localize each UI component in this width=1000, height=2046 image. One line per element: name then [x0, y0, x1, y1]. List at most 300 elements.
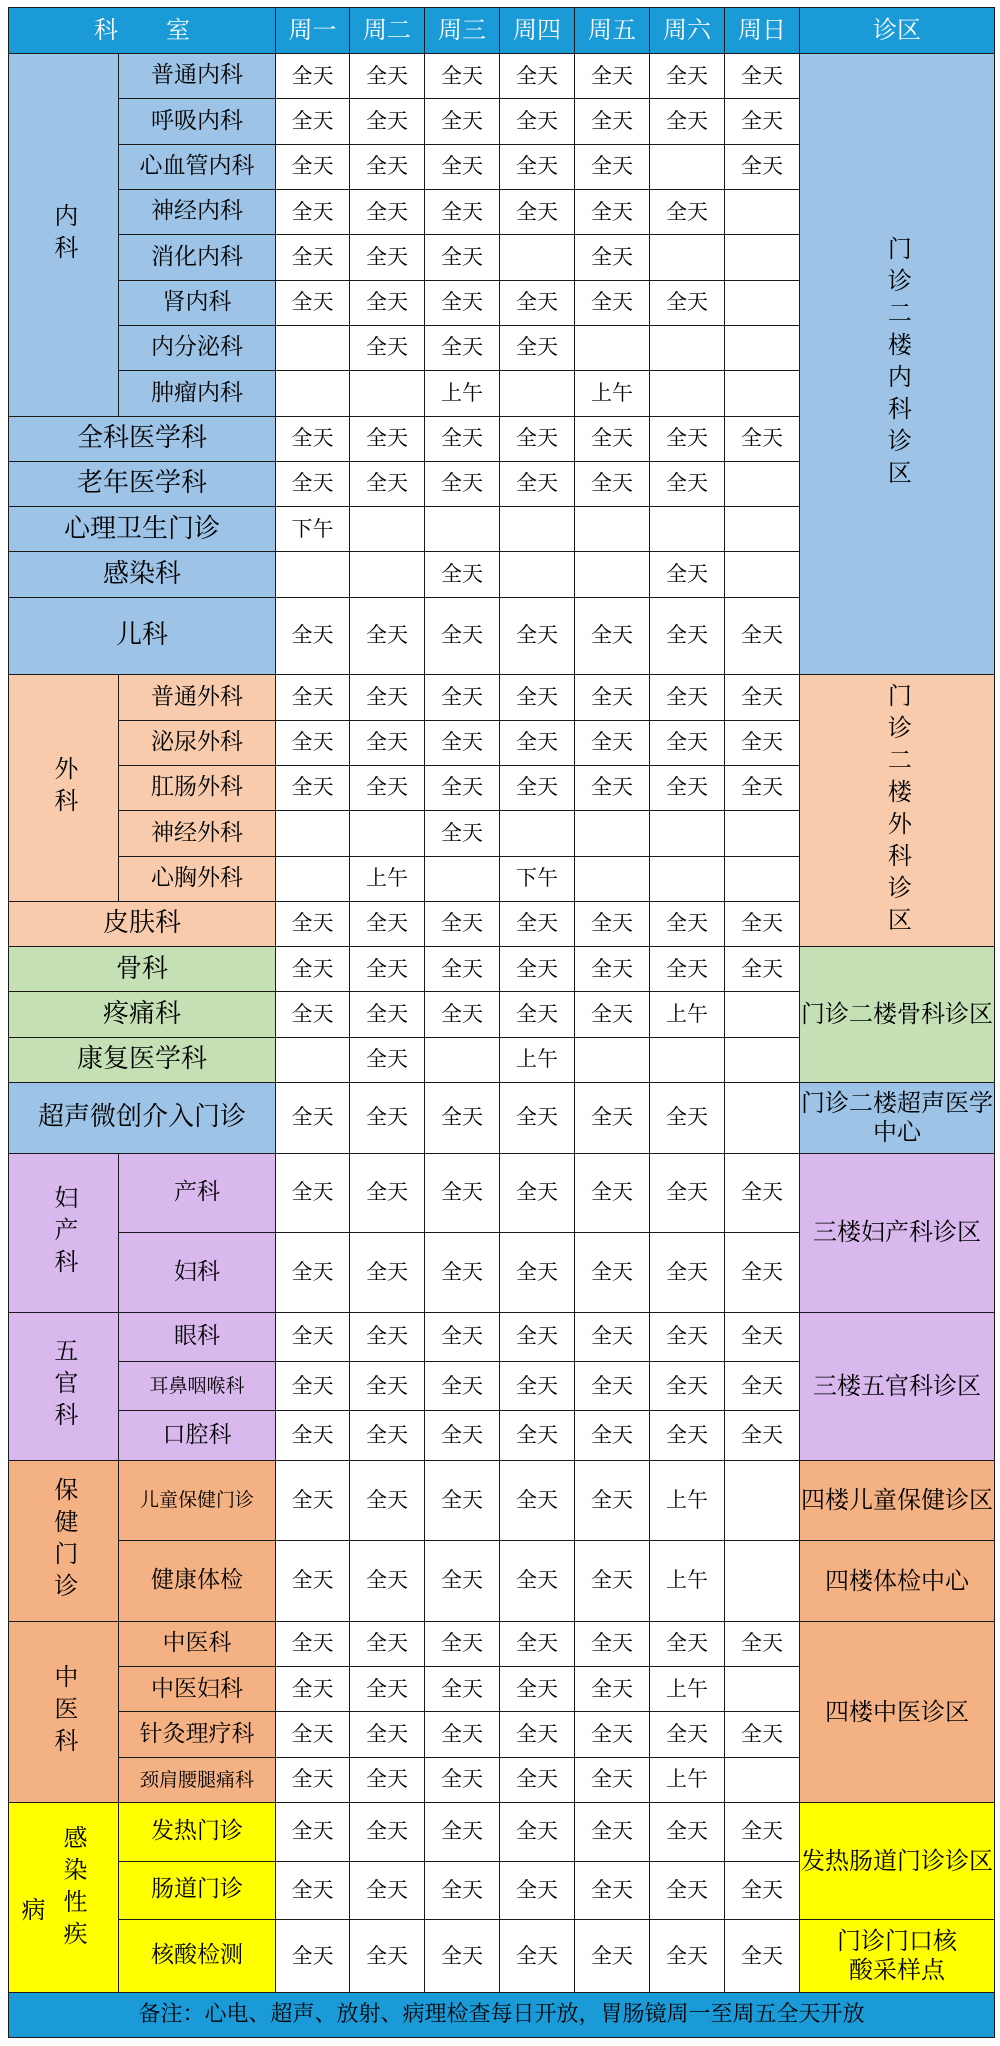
schedule-cell: 全天	[276, 99, 350, 144]
schedule-cell: 全天	[575, 1757, 650, 1802]
subdept-label: 中医科	[119, 1621, 276, 1666]
schedule-cell: 全天	[575, 1919, 650, 1993]
schedule-cell	[575, 552, 650, 597]
schedule-cell	[425, 1037, 500, 1082]
dept-label: 老年医学科	[9, 461, 276, 506]
header-day: 周四	[500, 8, 575, 54]
schedule-cell: 全天	[350, 1712, 425, 1757]
schedule-row	[9, 1621, 995, 1666]
subdept-label: 肛肠外科	[119, 765, 276, 810]
schedule-cell	[725, 1460, 800, 1541]
schedule-cell: 全天	[425, 1233, 500, 1313]
schedule-row	[9, 1803, 995, 1861]
schedule-cell: 全天	[425, 1362, 500, 1411]
schedule-cell: 全天	[575, 947, 650, 992]
schedule-cell: 全天	[500, 1312, 575, 1361]
schedule-cell: 全天	[575, 992, 650, 1037]
schedule-cell: 全天	[725, 1411, 800, 1460]
schedule-cell: 全天	[276, 235, 350, 280]
schedule-cell: 全天	[425, 54, 500, 99]
schedule-cell: 全天	[575, 1362, 650, 1411]
schedule-cell	[725, 856, 800, 901]
subdept-label: 眼科	[119, 1312, 276, 1361]
schedule-cell: 全天	[350, 1411, 425, 1460]
schedule-cell: 全天	[425, 1083, 500, 1153]
schedule-cell: 全天	[276, 1757, 350, 1802]
header-day: 周一	[276, 8, 350, 54]
schedule-cell: 全天	[276, 54, 350, 99]
schedule-cell: 全天	[650, 1621, 725, 1666]
schedule-cell: 全天	[276, 189, 350, 234]
schedule-cell: 全天	[276, 1861, 350, 1919]
schedule-cell: 全天	[276, 1541, 350, 1622]
schedule-cell: 下午	[500, 856, 575, 901]
schedule-cell: 全天	[725, 1919, 800, 1993]
schedule-cell: 全天	[425, 1312, 500, 1361]
dept-label: 康复医学科	[9, 1037, 276, 1082]
schedule-cell: 全天	[350, 1037, 425, 1082]
schedule-cell: 全天	[575, 1861, 650, 1919]
schedule-cell: 上午	[575, 371, 650, 416]
schedule-cell: 全天	[575, 235, 650, 280]
schedule-cell: 全天	[276, 1083, 350, 1153]
schedule-cell: 上午	[425, 371, 500, 416]
schedule-cell	[725, 992, 800, 1037]
schedule-cell: 全天	[350, 416, 425, 461]
schedule-cell: 全天	[575, 144, 650, 189]
schedule-cell: 全天	[725, 901, 800, 946]
schedule-cell: 全天	[725, 1233, 800, 1313]
schedule-cell: 全天	[650, 720, 725, 765]
schedule-cell: 全天	[276, 675, 350, 720]
schedule-cell	[725, 811, 800, 856]
schedule-cell	[350, 371, 425, 416]
schedule-cell: 全天	[350, 1757, 425, 1802]
schedule-cell: 全天	[350, 99, 425, 144]
schedule-cell: 全天	[425, 992, 500, 1037]
schedule-cell: 全天	[276, 1362, 350, 1411]
zone-surgery: 门诊二楼外科诊区	[800, 675, 995, 947]
schedule-cell: 全天	[425, 144, 500, 189]
schedule-cell: 全天	[276, 1460, 350, 1541]
schedule-cell: 全天	[725, 765, 800, 810]
schedule-cell	[650, 235, 725, 280]
schedule-cell	[350, 811, 425, 856]
schedule-cell	[725, 1757, 800, 1802]
schedule-cell: 全天	[425, 461, 500, 506]
schedule-cell	[350, 507, 425, 552]
schedule-cell: 全天	[500, 1362, 575, 1411]
schedule-cell: 全天	[575, 1312, 650, 1361]
schedule-cell: 全天	[725, 675, 800, 720]
schedule-cell: 全天	[276, 1667, 350, 1712]
schedule-cell: 全天	[425, 1757, 500, 1802]
schedule-cell: 全天	[500, 1153, 575, 1233]
schedule-cell	[725, 552, 800, 597]
schedule-cell: 全天	[500, 144, 575, 189]
footer-note: 备注：心电、超声、放射、病理检查每日开放，胃肠镜周一至周五全天开放	[9, 1993, 995, 2038]
schedule-cell: 全天	[650, 675, 725, 720]
schedule-cell	[725, 280, 800, 325]
schedule-cell	[276, 811, 350, 856]
schedule-cell: 全天	[425, 901, 500, 946]
schedule-cell: 全天	[425, 1541, 500, 1622]
schedule-cell: 全天	[350, 280, 425, 325]
schedule-cell: 全天	[500, 720, 575, 765]
schedule-cell	[575, 856, 650, 901]
schedule-cell: 全天	[425, 235, 500, 280]
schedule-cell: 全天	[500, 189, 575, 234]
schedule-cell: 全天	[276, 1919, 350, 1993]
subdept-label: 消化内科	[119, 235, 276, 280]
schedule-cell	[500, 507, 575, 552]
subdept-label: 心血管内科	[119, 144, 276, 189]
schedule-cell: 全天	[425, 675, 500, 720]
schedule-cell	[575, 811, 650, 856]
schedule-cell	[575, 507, 650, 552]
schedule-cell: 上午	[650, 992, 725, 1037]
schedule-cell: 全天	[500, 1411, 575, 1460]
schedule-cell: 下午	[276, 507, 350, 552]
schedule-cell: 全天	[425, 99, 500, 144]
schedule-cell: 全天	[725, 416, 800, 461]
schedule-cell: 全天	[575, 901, 650, 946]
schedule-cell: 上午	[500, 1037, 575, 1082]
schedule-cell: 全天	[350, 947, 425, 992]
schedule-cell: 全天	[650, 54, 725, 99]
schedule-cell: 全天	[575, 1803, 650, 1861]
schedule-cell: 全天	[500, 675, 575, 720]
schedule-cell: 全天	[575, 597, 650, 675]
schedule-cell: 全天	[350, 1803, 425, 1861]
schedule-cell: 全天	[350, 675, 425, 720]
subdept-label: 心胸外科	[119, 856, 276, 901]
schedule-cell: 全天	[425, 1667, 500, 1712]
schedule-cell: 全天	[350, 461, 425, 506]
schedule-cell: 全天	[276, 416, 350, 461]
schedule-cell: 全天	[276, 1153, 350, 1233]
schedule-cell: 全天	[500, 1621, 575, 1666]
schedule-row	[9, 1153, 995, 1233]
schedule-cell: 全天	[276, 1621, 350, 1666]
schedule-cell: 全天	[725, 1362, 800, 1411]
subdept-label: 耳鼻咽喉科	[119, 1362, 276, 1411]
schedule-cell: 全天	[725, 99, 800, 144]
schedule-cell: 全天	[575, 1083, 650, 1153]
schedule-cell: 全天	[650, 99, 725, 144]
dept-label: 皮肤科	[9, 901, 276, 946]
schedule-cell: 全天	[650, 1712, 725, 1757]
subdept-label: 泌尿外科	[119, 720, 276, 765]
schedule-cell: 全天	[500, 947, 575, 992]
schedule-cell: 全天	[575, 720, 650, 765]
schedule-row	[9, 947, 995, 992]
schedule-cell: 全天	[276, 901, 350, 946]
schedule-cell: 全天	[650, 947, 725, 992]
zone-internal-medicine: 门诊二楼内科诊区	[800, 54, 995, 675]
dept-label: 感染科	[9, 552, 276, 597]
schedule-cell: 全天	[350, 235, 425, 280]
schedule-cell: 全天	[575, 99, 650, 144]
schedule-cell	[500, 811, 575, 856]
group-infectious-label-right: 感染性疾	[59, 1825, 87, 1954]
schedule-cell: 全天	[650, 552, 725, 597]
schedule-cell: 全天	[575, 1667, 650, 1712]
schedule-cell: 全天	[500, 1667, 575, 1712]
schedule-cell: 全天	[650, 461, 725, 506]
schedule-cell: 全天	[575, 1621, 650, 1666]
schedule-cell: 全天	[276, 1803, 350, 1861]
schedule-cell: 全天	[725, 1803, 800, 1861]
schedule-cell: 全天	[425, 189, 500, 234]
schedule-cell: 全天	[650, 1861, 725, 1919]
schedule-cell: 全天	[575, 1541, 650, 1622]
schedule-cell: 上午	[650, 1541, 725, 1622]
subdept-label: 普通内科	[119, 54, 276, 99]
zone-obgyn: 三楼妇产科诊区	[800, 1153, 995, 1312]
header-day: 周五	[575, 8, 650, 54]
schedule-cell	[650, 811, 725, 856]
schedule-cell: 全天	[725, 1153, 800, 1233]
group-infectious-label-left: 病	[17, 1897, 45, 1930]
schedule-cell: 全天	[425, 1803, 500, 1861]
subdept-label: 内分泌科	[119, 325, 276, 370]
schedule-cell: 全天	[725, 54, 800, 99]
schedule-cell: 全天	[650, 1083, 725, 1153]
schedule-cell: 全天	[650, 1803, 725, 1861]
schedule-cell: 全天	[650, 1411, 725, 1460]
schedule-cell	[425, 507, 500, 552]
schedule-cell: 全天	[425, 325, 500, 370]
schedule-row	[9, 1460, 995, 1541]
zone-ent: 三楼五官科诊区	[800, 1312, 995, 1460]
subdept-label: 健康体检	[119, 1541, 276, 1622]
zone-nucleic-acid: 门诊门口核酸采样点	[800, 1919, 995, 1993]
schedule-cell: 全天	[500, 1541, 575, 1622]
schedule-cell: 全天	[276, 720, 350, 765]
schedule-cell: 全天	[500, 1757, 575, 1802]
subdept-label: 呼吸内科	[119, 99, 276, 144]
schedule-cell: 全天	[725, 144, 800, 189]
dept-label: 超声微创介入门诊	[9, 1083, 276, 1153]
schedule-cell: 全天	[350, 1541, 425, 1622]
subdept-label: 颈肩腰腿痛科	[119, 1757, 276, 1802]
zone-ultrasound: 门诊二楼超声医学中心	[800, 1083, 995, 1153]
header-day: 周二	[350, 8, 425, 54]
group-internal-medicine: 内科	[9, 54, 119, 417]
schedule-cell: 全天	[500, 54, 575, 99]
schedule-cell	[650, 144, 725, 189]
schedule-cell: 全天	[276, 765, 350, 810]
schedule-cell: 全天	[500, 1861, 575, 1919]
schedule-cell	[276, 552, 350, 597]
schedule-cell: 全天	[575, 189, 650, 234]
schedule-cell: 全天	[276, 992, 350, 1037]
schedule-cell: 全天	[350, 1621, 425, 1666]
schedule-cell: 全天	[425, 1460, 500, 1541]
group-infectious	[9, 1803, 119, 1993]
schedule-cell	[725, 325, 800, 370]
subdept-label: 神经内科	[119, 189, 276, 234]
zone-tcm: 四楼中医诊区	[800, 1621, 995, 1802]
schedule-cell: 全天	[725, 1312, 800, 1361]
schedule-cell: 全天	[725, 947, 800, 992]
schedule-cell: 全天	[350, 597, 425, 675]
schedule-cell: 全天	[425, 947, 500, 992]
header-day: 周六	[650, 8, 725, 54]
schedule-row	[9, 1083, 995, 1153]
schedule-cell	[276, 371, 350, 416]
schedule-cell	[725, 1083, 800, 1153]
schedule-cell: 全天	[425, 1712, 500, 1757]
schedule-cell: 全天	[350, 1861, 425, 1919]
schedule-cell: 全天	[350, 1153, 425, 1233]
schedule-cell: 全天	[575, 1153, 650, 1233]
schedule-cell: 全天	[350, 1233, 425, 1313]
zone-child-healthcare: 四楼儿童保健诊区	[800, 1460, 995, 1541]
header-row	[9, 8, 995, 54]
schedule-cell: 全天	[500, 765, 575, 810]
schedule-cell: 全天	[425, 1411, 500, 1460]
schedule-cell	[500, 552, 575, 597]
schedule-cell: 全天	[425, 1919, 500, 1993]
schedule-cell: 全天	[650, 597, 725, 675]
schedule-cell: 全天	[575, 280, 650, 325]
schedule-cell: 全天	[725, 1712, 800, 1757]
subdept-label: 神经外科	[119, 811, 276, 856]
schedule-cell: 全天	[500, 1233, 575, 1313]
schedule-cell	[725, 189, 800, 234]
schedule-cell: 全天	[575, 675, 650, 720]
schedule-cell: 全天	[276, 144, 350, 189]
schedule-cell: 全天	[350, 54, 425, 99]
dept-label: 全科医学科	[9, 416, 276, 461]
schedule-cell: 全天	[650, 1919, 725, 1993]
schedule-cell: 全天	[650, 765, 725, 810]
subdept-label: 核酸检测	[119, 1919, 276, 1993]
subdept-label: 肠道门诊	[119, 1861, 276, 1919]
schedule-cell: 上午	[650, 1757, 725, 1802]
zone-fever: 发热肠道门诊诊区	[800, 1803, 995, 1920]
header-zone: 诊区	[800, 8, 995, 54]
group-obgyn: 妇产科	[9, 1153, 119, 1312]
schedule-cell	[575, 1037, 650, 1082]
schedule-cell: 全天	[650, 901, 725, 946]
schedule-cell: 上午	[650, 1667, 725, 1712]
schedule-cell: 全天	[350, 325, 425, 370]
schedule-cell: 全天	[500, 1083, 575, 1153]
schedule-cell: 全天	[350, 992, 425, 1037]
schedule-cell	[650, 507, 725, 552]
schedule-cell	[276, 856, 350, 901]
schedule-row	[9, 1312, 995, 1361]
schedule-cell: 全天	[500, 1460, 575, 1541]
dept-label: 骨科	[9, 947, 276, 992]
schedule-cell: 全天	[500, 99, 575, 144]
schedule-cell: 全天	[650, 1153, 725, 1233]
subdept-label: 普通外科	[119, 675, 276, 720]
schedule-cell: 全天	[725, 1861, 800, 1919]
schedule-cell: 全天	[575, 416, 650, 461]
group-healthcare: 保健门诊	[9, 1460, 119, 1621]
dept-label: 疼痛科	[9, 992, 276, 1037]
schedule-cell: 全天	[650, 1362, 725, 1411]
schedule-cell	[725, 507, 800, 552]
schedule-cell: 上午	[350, 856, 425, 901]
schedule-cell	[575, 325, 650, 370]
header-day: 周三	[425, 8, 500, 54]
schedule-cell	[650, 371, 725, 416]
schedule-cell: 全天	[500, 901, 575, 946]
header-dept: 科 室	[9, 8, 276, 54]
subdept-label: 发热门诊	[119, 1803, 276, 1861]
schedule-cell	[650, 1037, 725, 1082]
schedule-cell: 全天	[350, 1667, 425, 1712]
subdept-label: 肿瘤内科	[119, 371, 276, 416]
subdept-label: 中医妇科	[119, 1667, 276, 1712]
dept-label: 心理卫生门诊	[9, 507, 276, 552]
schedule-cell	[725, 1667, 800, 1712]
schedule-cell	[725, 1541, 800, 1622]
zone-physical-exam: 四楼体检中心	[800, 1541, 995, 1622]
schedule-cell: 全天	[425, 416, 500, 461]
schedule-cell: 全天	[276, 947, 350, 992]
schedule-cell: 全天	[350, 1460, 425, 1541]
schedule-cell: 全天	[350, 1083, 425, 1153]
schedule-cell: 全天	[425, 720, 500, 765]
subdept-label: 妇科	[119, 1233, 276, 1313]
schedule-cell: 全天	[575, 1460, 650, 1541]
group-tcm: 中医科	[9, 1621, 119, 1802]
subdept-label: 儿童保健门诊	[119, 1460, 276, 1541]
schedule-cell: 全天	[500, 461, 575, 506]
schedule-cell: 全天	[650, 280, 725, 325]
schedule-cell: 全天	[650, 189, 725, 234]
schedule-cell: 全天	[276, 1233, 350, 1313]
subdept-label: 口腔科	[119, 1411, 276, 1460]
schedule-cell: 全天	[350, 720, 425, 765]
schedule-cell	[650, 856, 725, 901]
schedule-cell	[276, 325, 350, 370]
schedule-cell: 全天	[350, 1362, 425, 1411]
schedule-cell: 全天	[575, 1233, 650, 1313]
group-surgery: 外科	[9, 675, 119, 902]
schedule-cell: 全天	[276, 597, 350, 675]
schedule-cell: 全天	[425, 765, 500, 810]
schedule-cell: 全天	[425, 280, 500, 325]
schedule-cell: 全天	[350, 901, 425, 946]
schedule-cell	[725, 235, 800, 280]
schedule-cell: 全天	[425, 552, 500, 597]
schedule-cell: 全天	[575, 54, 650, 99]
schedule-cell	[276, 1037, 350, 1082]
schedule-cell	[725, 461, 800, 506]
schedule-cell	[500, 371, 575, 416]
schedule-cell: 全天	[500, 1712, 575, 1757]
schedule-cell: 全天	[425, 1861, 500, 1919]
schedule-row	[9, 675, 995, 720]
schedule-row	[9, 1541, 995, 1622]
schedule-cell	[725, 1037, 800, 1082]
schedule-cell: 上午	[650, 1460, 725, 1541]
header-day: 周日	[725, 8, 800, 54]
schedule-cell: 全天	[500, 325, 575, 370]
schedule-cell: 全天	[725, 720, 800, 765]
schedule-cell	[500, 235, 575, 280]
subdept-label: 肾内科	[119, 280, 276, 325]
schedule-cell: 全天	[500, 597, 575, 675]
footer-row	[9, 1993, 995, 2038]
